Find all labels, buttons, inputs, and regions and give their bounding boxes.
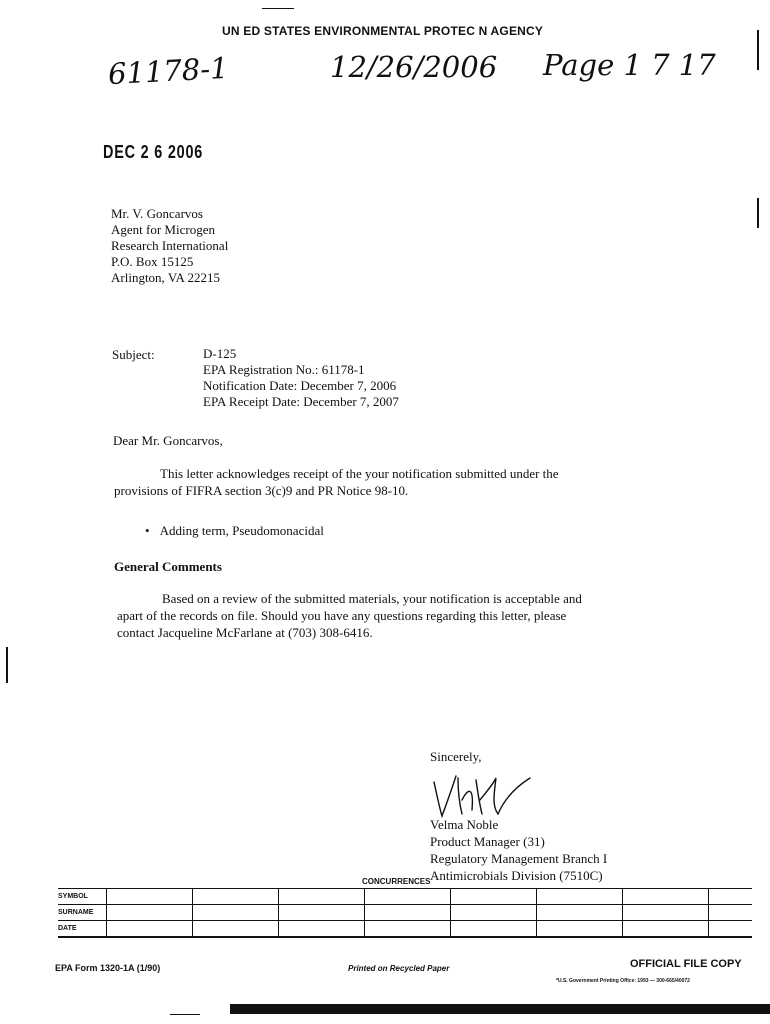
row-label-symbol: SYMBOL <box>58 889 107 905</box>
addressee-line: P.O. Box 15125 <box>111 254 194 269</box>
table-row <box>58 921 752 938</box>
table-cell <box>537 921 623 938</box>
handwritten-signature <box>430 770 540 820</box>
table-cell <box>107 889 193 905</box>
concurrences-heading: CONCURRENCES <box>362 877 431 886</box>
table-cell <box>279 905 365 921</box>
section-heading: General Comments <box>114 559 222 574</box>
header-rule <box>262 8 294 9</box>
row-label-surname: SURNAME <box>58 905 107 921</box>
paragraph-line: contact Jacqueline McFarlane at (703) 308-6416. <box>117 625 373 640</box>
addressee-line: Research International <box>111 238 229 253</box>
scan-edge-line <box>6 647 8 683</box>
bullet-mark: • <box>145 523 150 538</box>
paragraph-line: apart of the records on file. Should you have any questions regarding this letter, please <box>117 608 567 623</box>
paragraph-line: Based on a review of the submitted materials, your notification is acceptable and <box>162 591 582 606</box>
addressee-block <box>111 206 228 286</box>
table-cell <box>623 905 709 921</box>
table-cell <box>537 889 623 905</box>
handwritten-date: 12/26/2006 <box>330 50 498 84</box>
signatory-division: Antimicrobials Division (7510C) <box>430 868 603 883</box>
subject-line: EPA Receipt Date: December 7, 2007 <box>203 394 399 409</box>
subject-label: Subject: <box>112 347 155 362</box>
bullet-text: Adding term, Pseudomonacidal <box>159 523 324 538</box>
table-cell <box>451 889 537 905</box>
addressee-line: Agent for Microgen <box>111 222 215 237</box>
signatory-title: Product Manager (31) <box>430 834 545 849</box>
table-cell <box>107 905 193 921</box>
table-cell <box>709 889 752 905</box>
bottom-scan-rule <box>170 1014 200 1015</box>
scan-edge-line <box>757 198 759 228</box>
handwritten-registration: 61178-1 <box>107 50 230 92</box>
row-label-date: DATE <box>58 921 107 938</box>
table-cell <box>107 921 193 938</box>
table-cell <box>709 921 752 938</box>
table-cell <box>623 921 709 938</box>
concurrence-table <box>58 888 752 938</box>
paragraph-line: provisions of FIFRA section 3(c)9 and PR Notice 98-10. <box>114 483 409 498</box>
recycled-paper-note: Printed on Recycled Paper <box>348 964 450 973</box>
table-cell <box>279 921 365 938</box>
gpo-imprint: *U.S. Government Printing Office: 1993 — 300-665/40072 <box>556 978 690 984</box>
bottom-scan-bar <box>230 1004 770 1014</box>
addressee-line: Arlington, VA 22215 <box>111 270 220 285</box>
table-cell <box>623 889 709 905</box>
table-row <box>58 905 752 921</box>
signatory-name: Velma Noble <box>430 817 499 832</box>
subject-line: D-125 <box>203 346 237 361</box>
form-number: EPA Form 1320-1A (1/90) <box>55 963 161 973</box>
subject-line: EPA Registration No.: 61178-1 <box>203 362 365 377</box>
table-cell <box>365 889 451 905</box>
table-cell <box>365 921 451 938</box>
bullet-item <box>145 523 324 539</box>
table-cell <box>365 905 451 921</box>
paragraph-line: This letter acknowledges receipt of the your notification submitted under the <box>160 466 559 481</box>
subject-block <box>203 346 399 410</box>
agency-header: UN ED STATES ENVIRONMENTAL PROTEC N AGENCY <box>222 24 544 38</box>
addressee-name: Mr. V. Goncarvos <box>111 206 203 221</box>
signatory-branch: Regulatory Management Branch I <box>430 851 608 866</box>
table-cell <box>193 905 279 921</box>
table-cell <box>451 905 537 921</box>
table-cell <box>709 905 752 921</box>
handwritten-page: Page 1 7 17 <box>543 48 716 82</box>
table-cell <box>537 905 623 921</box>
table-cell <box>451 921 537 938</box>
scan-edge-line <box>757 30 759 70</box>
subject-line: Notification Date: December 7, 2006 <box>203 378 397 393</box>
table-cell <box>193 889 279 905</box>
date-stamp: DEC 2 6 2006 <box>103 142 204 162</box>
official-file-copy: OFFICIAL FILE COPY <box>630 958 742 970</box>
salutation: Dear Mr. Goncarvos, <box>113 433 223 448</box>
table-cell <box>279 889 365 905</box>
table-row <box>58 889 752 905</box>
table-cell <box>193 921 279 938</box>
closing: Sincerely, <box>430 749 482 764</box>
